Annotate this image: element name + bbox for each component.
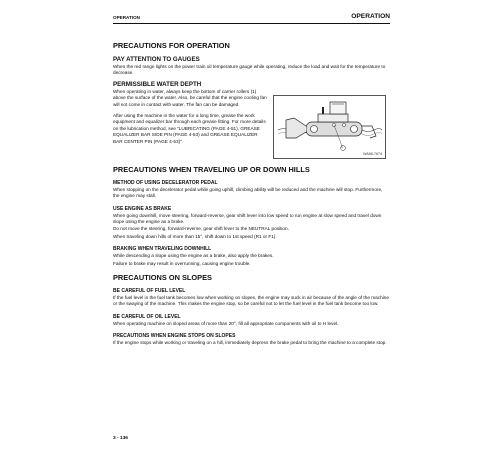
heading-decelerator: METHOD OF USING DECELERATOR PEDAL — [113, 179, 218, 186]
text-water-1: When operating in water, always keep the bottom of carrier rollers (1) above the surface of the water. Also, be careful that the engine cooling fan will not come in contact with water. The fan can be damaged. — [113, 88, 267, 107]
water-depth-text — [113, 89, 267, 146]
water-depth-block — [113, 89, 390, 159]
heading-engine-brake: USE ENGINE AS BRAKE — [113, 205, 172, 212]
text-engine-stops: If the engine stops while working or traveling on a hill, immediately depress the brake pedal to bring the machine to a complete stop. — [113, 340, 387, 346]
text-gauges: When the red range lights on the power train oil temperature gauge while operating, reduce the load and wait for the temperature to decrease. — [113, 64, 386, 76]
heading-fuel-level: BE CAREFUL OF FUEL LEVEL — [113, 288, 186, 295]
figure-code: WA58-7674 — [363, 151, 382, 156]
heading-oil-level: BE CAREFUL OF OIL LEVEL — [113, 313, 181, 320]
text-engine-brake-1: When going downhill, move steering, forward-reverse, gear shift lever into low speed to run engine at slow speed and travel down slope using the engine as a brake. — [113, 212, 382, 225]
bulldozer-in-water-illustration — [274, 96, 385, 158]
figure-callout: 1 — [341, 144, 343, 149]
header-rule — [113, 23, 390, 24]
heading-water-depth: PERMISSIBLE WATER DEPTH — [113, 80, 202, 88]
section-title-operation: PRECAUTIONS FOR OPERATION — [113, 41, 230, 50]
heading-braking-downhill: BRAKING WHEN TRAVELING DOWNHILL — [113, 246, 212, 253]
heading-engine-stops: PRECAUTIONS WHEN ENGINE STOPS ON SLOPES — [113, 333, 236, 340]
heading-gauges: PAY ATTENTION TO GAUGES — [113, 56, 200, 63]
section-title-slopes: PRECAUTIONS ON SLOPES — [113, 273, 212, 283]
text-engine-brake-2: Do not move the steering, forward-reverse, gear shift lever to the NEUTRAL position. — [113, 226, 289, 232]
page-content — [113, 36, 390, 348]
water-depth-figure — [273, 95, 386, 159]
page-number: 3 - 136 — [113, 436, 128, 441]
text-water-2: After using the machine in the water for a long time, grease the work equipment and equalizer bar through each grease fitting. For more details on the lubrication method, see "LUBRICATING (PAGE 4-51), GREASE EQUALIZER BAR SIDE PIN (PAGE 4-53) and GREASE EQUALIZER BAR CENTER PIN (PAGE 4-53)". — [113, 113, 266, 144]
header-right-title: OPERATION — [351, 13, 390, 20]
text-braking-1: While descending a slope using the engine as a brake, also apply the brakes. — [113, 253, 274, 259]
header-left-title: OPERATION — [113, 15, 140, 20]
text-fuel-level: If the fuel level in the fuel tank becomes low when working on slopes, the engine may suck in air because of the angle of the machine or the swaying of the machine. This makes the engine stop, so be careful not to let the fuel level in the fuel tank become too low. — [113, 295, 389, 307]
section-title-hills: PRECAUTIONS WHEN TRAVELING UP OR DOWN HILLS — [113, 164, 310, 174]
text-engine-brake-3: When traveling down hills of more than 15°, shift down to 1st speed (R1 or F1). — [113, 233, 277, 239]
text-braking-2: Failure to brake may result in overrunning, causing engine trouble. — [113, 260, 251, 266]
text-decelerator: When stopping on the decelerator pedal while going uphill, climbing ability will be reduced and the machine will stop. Furthermore, the engine may stall. — [113, 186, 383, 199]
text-oil-level: When operating machine on sloped areas of more than 20°, fill all appropriate components with oil to H level. — [113, 320, 339, 326]
